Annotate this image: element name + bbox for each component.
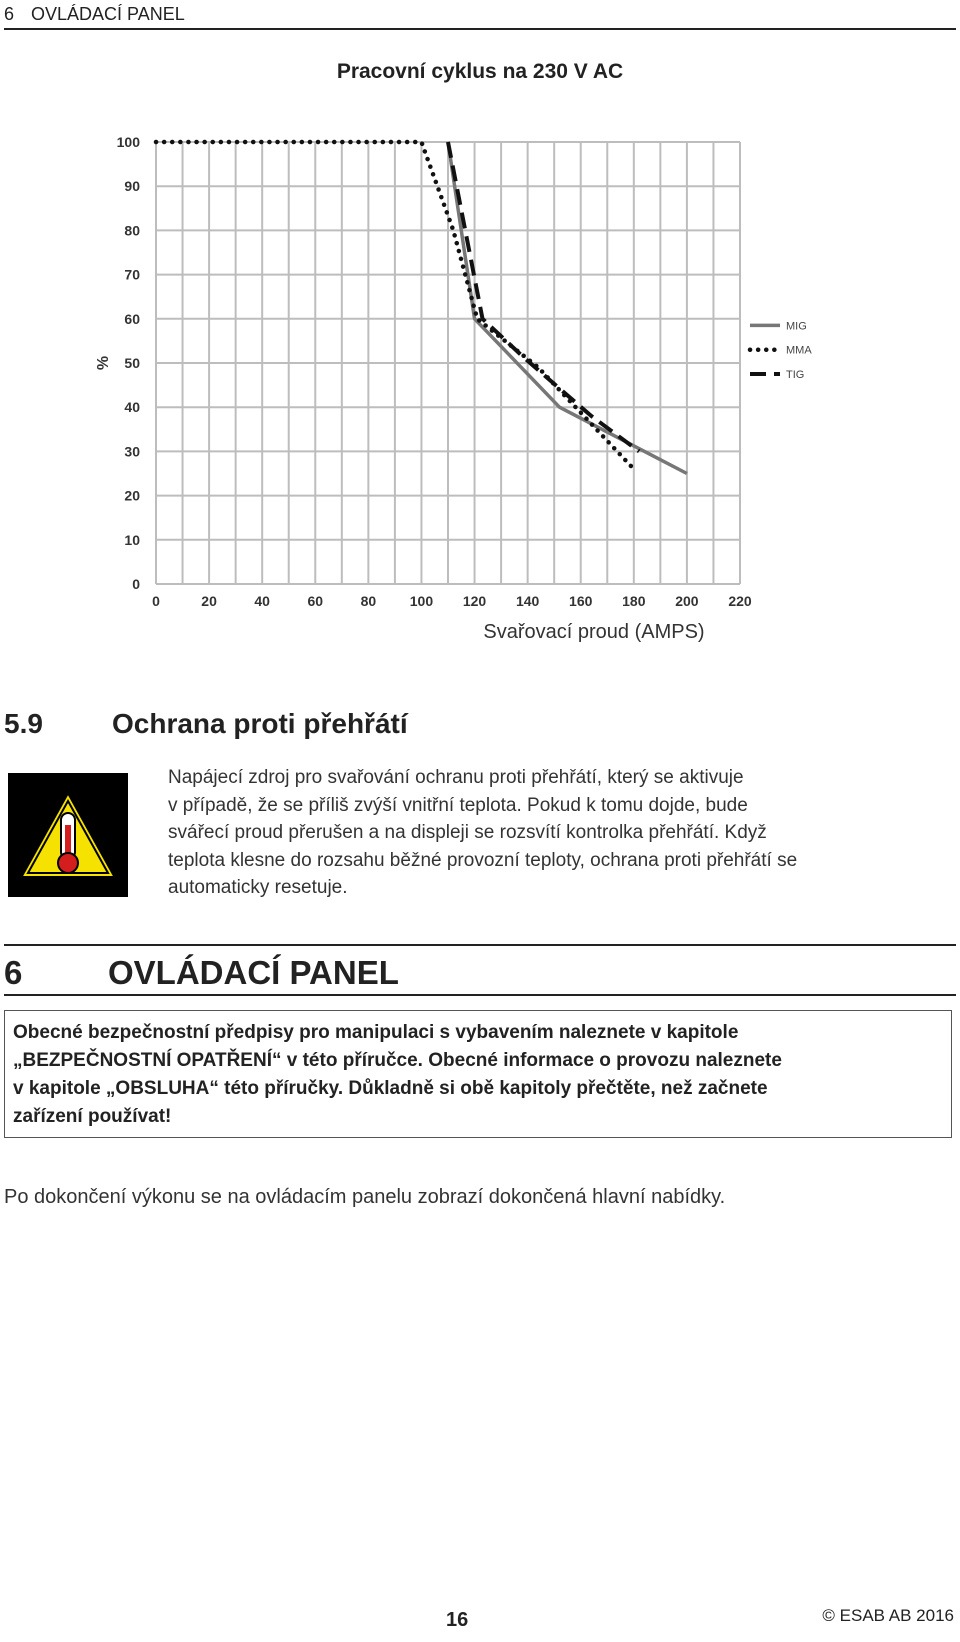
text-line: teplota klesne do rozsahu běžné provozní teploty, ochrana proti přehřátí se [168, 849, 798, 871]
y-tick-label: 60 [124, 310, 140, 327]
section-6-title: OVLÁDACÍ PANEL [108, 954, 399, 991]
x-tick-label: 20 [201, 593, 217, 609]
section-5-9-heading [4, 708, 408, 740]
safety-notice-box [4, 1010, 952, 1138]
x-tick-label: 120 [462, 593, 487, 609]
text-line: v případě, že se příliš zvýší vnitřní teplota. Pokud k tomu dojde, bude [168, 794, 748, 816]
overheat-description [168, 764, 938, 902]
page-number: 16 [446, 1609, 469, 1631]
running-header-title: OVLÁDACÍ PANEL [31, 4, 185, 24]
x-tick-label: 160 [569, 593, 593, 609]
section-5-9-title: Ochrana proti přehřátí [112, 708, 408, 739]
y-tick-label: 10 [124, 531, 140, 548]
y-tick-label: 80 [124, 222, 140, 239]
x-tick-label: 0 [152, 593, 160, 609]
running-header-number: 6 [4, 4, 15, 24]
legend-label-mig: MIG [786, 320, 807, 333]
y-tick-label: 20 [124, 487, 140, 504]
y-tick-label: 0 [132, 576, 140, 592]
copyright: © ESAB AB 2016 [822, 1606, 954, 1625]
x-axis-label: Svařovací proud (AMPS) [483, 621, 705, 643]
x-tick-label: 220 [728, 593, 752, 609]
running-header [4, 4, 956, 30]
section-6-number: 6 [4, 954, 23, 991]
y-tick-label: 70 [124, 266, 140, 283]
text-line: Obecné bezpečnostní předpisy pro manipulaci s vybavením naleznete v kapitole [13, 1022, 739, 1043]
text-line: „BEZPEČNOSTNÍ OPATŘENÍ“ v této příručce. Obecné informace o provozu naleznete [13, 1050, 782, 1071]
x-tick-label: 40 [254, 593, 270, 609]
chart-title: Pracovní cyklus na 230 V AC [336, 60, 624, 83]
text-line: Napájecí zdroj pro svařování ochranu proti přehřátí, který se aktivuje [168, 767, 744, 788]
x-tick-label: 100 [409, 593, 434, 609]
thermometer-warning-icon [8, 773, 128, 897]
x-tick-label: 60 [307, 593, 324, 609]
text-line: automaticky resetuje. [168, 877, 348, 898]
x-tick-label: 80 [360, 593, 377, 609]
legend-label-tig: TIG [786, 369, 805, 382]
legend-label-mma: MMA [786, 344, 812, 357]
y-axis-label: % [95, 355, 112, 371]
y-tick-label: 90 [124, 178, 140, 195]
x-tick-label: 140 [515, 593, 540, 609]
section-5-9-number: 5.9 [4, 708, 43, 739]
text-line: svářecí proud přerušen a na displeji se rozsvítí kontrolka přehřátí. Když [168, 822, 767, 843]
y-tick-label: 50 [124, 355, 140, 371]
y-tick-label: 100 [116, 134, 140, 150]
series-line-mig [448, 142, 687, 474]
series-line-tig [448, 142, 639, 451]
text-line: v kapitole „OBSLUHA“ této příručky. Důkladně si obě kapitoly přečtěte, než začnete [13, 1078, 768, 1099]
duty-cycle-chart [80, 130, 870, 690]
x-tick-label: 180 [622, 593, 646, 609]
x-tick-label: 200 [675, 593, 699, 609]
y-tick-label: 40 [124, 399, 140, 416]
section-6-heading [4, 944, 956, 996]
text-line: zařízení používat! [13, 1106, 172, 1127]
y-tick-label: 30 [124, 443, 140, 460]
body-paragraph: Po dokončení výkonu se na ovládacím panelu zobrazí dokončená hlavní nabídky. [4, 1186, 726, 1208]
